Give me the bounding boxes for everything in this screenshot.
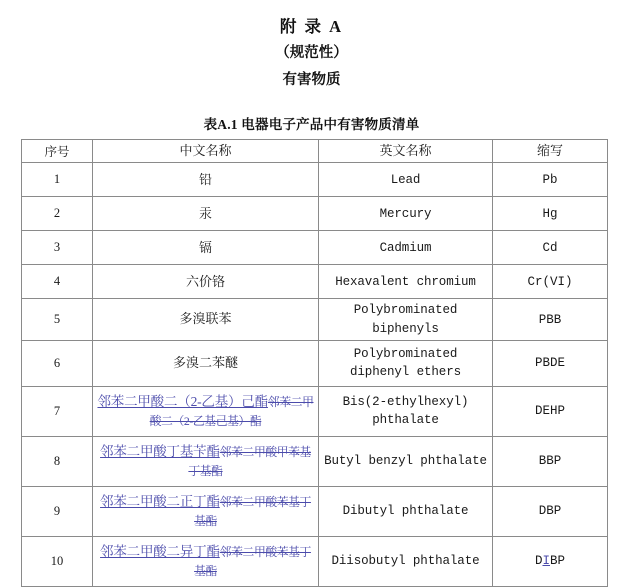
cell-english-name: Mercury [319,197,493,231]
table-row [22,386,608,436]
table-row [22,231,608,265]
cell-chinese-name [93,536,319,586]
cell-chinese-name: 多溴二苯醚 [93,340,319,386]
inserted-text: 邻苯二甲酸二（2-乙基）己酯 [97,394,268,410]
cell-abbreviation: PBDE [493,340,608,386]
cell-chinese-name: 镉 [93,231,319,265]
table-row [22,436,608,486]
table-caption: 表A.1 电器电子产品中有害物质清单 [203,116,420,132]
cell-abbreviation: BBP [493,436,608,486]
deleted-text: 邻苯二甲酸苯基丁基酯 [194,495,311,529]
hazardous-substances-table [21,139,608,587]
cell-serial-number: 1 [22,163,93,197]
cell-serial-number: 9 [22,486,93,536]
cell-abbreviation: Cr(VI) [493,265,608,299]
cell-english-name: Bis(2-ethylhexyl) phthalate [319,386,493,436]
annex-title-text: 附 录 A [279,17,344,36]
cell-chinese-name [93,486,319,536]
cell-english-name: Polybrominated biphenyls [319,299,493,340]
header-english: 英文名称 [319,140,493,163]
cell-chinese-name: 六价铬 [93,265,319,299]
cell-abbreviation: PBB [493,299,608,340]
header-no: 序号 [22,140,93,163]
table-row [22,486,608,536]
cell-english-name: Dibutyl phthalate [319,486,493,536]
table-header-row [22,140,608,163]
table-body [22,163,608,586]
annex-normative-label: （规范性） [275,44,348,61]
cell-serial-number: 8 [22,436,93,486]
table-row [22,536,608,586]
table-row [22,163,608,197]
cell-english-name: Lead [319,163,493,197]
deleted-text: 邻苯二甲酸二（2-乙基己基）酯 [149,395,314,429]
abbr-prefix: D [534,554,543,569]
table-row [22,265,608,299]
cell-abbreviation: Cd [493,231,608,265]
deleted-text: 邻苯二甲酸甲苯基丁基酯 [188,445,311,479]
cell-english-name: Diisobutyl phthalate [319,536,493,586]
table-row [22,299,608,340]
cell-abbreviation: Pb [493,163,608,197]
cell-abbreviation [493,536,608,586]
cell-chinese-name: 汞 [93,197,319,231]
cell-serial-number: 4 [22,265,93,299]
cell-chinese-name: 多溴联苯 [93,299,319,340]
annex-subject-label: 有害物质 [282,72,341,89]
cell-chinese-name [93,436,319,486]
cell-abbreviation: DEHP [493,386,608,436]
cell-chinese-name: 铅 [93,163,319,197]
abbr-suffix: BP [550,554,566,569]
cell-serial-number: 5 [22,299,93,340]
cell-serial-number: 6 [22,340,93,386]
header-abbr: 缩写 [493,140,608,163]
annex-title [0,14,623,40]
cell-serial-number: 7 [22,386,93,436]
header-chinese: 中文名称 [93,140,319,163]
cell-english-name: Polybrominated diphenyl ethers [319,340,493,386]
hazardous-substances-table-wrapper [21,139,607,587]
table-row [22,340,608,386]
cell-english-name: Cadmium [319,231,493,265]
cell-english-name: Butyl benzyl phthalate [319,436,493,486]
cell-serial-number: 10 [22,536,93,586]
table-row [22,197,608,231]
cell-abbreviation: Hg [493,197,608,231]
annex-heading-block [0,0,623,133]
cell-english-name: Hexavalent chromium [319,265,493,299]
cell-serial-number: 2 [22,197,93,231]
abbr-inserted-letter: I [542,554,550,569]
deleted-text: 邻苯二甲酸苯基丁基酯 [194,545,311,579]
inserted-text: 邻苯二甲酸二异丁酯 [100,544,220,560]
inserted-text: 邻苯二甲酸二正丁酯 [100,494,220,510]
cell-abbreviation: DBP [493,486,608,536]
cell-chinese-name [93,386,319,436]
cell-serial-number: 3 [22,231,93,265]
inserted-text: 邻苯二甲酸丁基苄酯 [100,444,220,460]
